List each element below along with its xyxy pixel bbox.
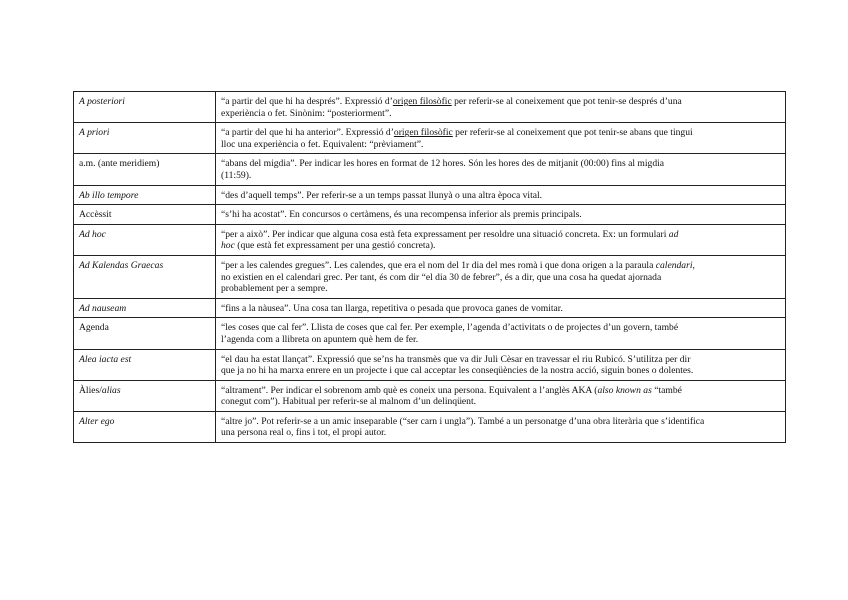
definition-line: “el dau ha estat llançat”. Expressió que se’ns ha transmès que va dir Juli Cèsar en travessar el riu Rubicó. S’utilitza per dir [221,353,691,365]
definition-cell [216,318,786,349]
table-row [74,318,786,349]
definition-line: una persona real o, fins i tot, el propi autor. [221,427,387,439]
definition-line: “a partir del que hi ha anterior”. Expressió d’origen filosòfic per referir-se al coneixement que pot tenir-se abans que tingui [221,127,693,139]
term-text: A posteriori [79,96,125,107]
term-cell [74,92,216,123]
definition-cell [216,92,786,123]
term-text: Ad hoc [79,228,106,240]
italic-phrase: calendari [655,259,693,271]
definition-line: “des d’aquell temps”. Per referir-se a un temps passat llunyà o una altra època vital. [221,189,543,201]
definition-cell [216,123,786,154]
definition-line: “per a les calendes gregues”. Les calendes, que era el nom del 1r dia del mes romà i que dona origen a la paraula calendari, [221,259,695,271]
definition-line: experiència o fet. Sinònim: “posteriorment”. [221,107,392,119]
definition-cell [216,255,786,298]
table-row [74,154,786,185]
definition-line: “abans del migdia”. Per indicar les hores en format de 12 hores. Són les hores des de mitjanit (00:00) fins al migdia [221,158,665,170]
definition-line: “per a això”. Per indicar que alguna cosa està feta expressament per resoldre una situació concreta. Ex: un formulari ad [221,228,679,240]
term-text: Ab illo tempore [79,189,139,201]
definition-line: lloc una experiència o fet. Equivalent: “prèviament”. [221,138,424,150]
definition-line: hoc (que està fet expressament per una gestió concreta). [221,240,436,252]
term-cell [74,123,216,154]
definition-line: que ja no hi ha marxa enrere en un projecte i que cal acceptar les conseqüències de la nostra acció, siguin bones o dolentes. [221,365,694,377]
definition-line: (11:59). [221,169,252,181]
definition-cell [216,224,786,255]
glossary-body [74,92,786,443]
definition-line: “a partir del que hi ha després”. Expressió d’origen filosòfic per referir-se al coneixement que pot tenir-se després d’una [221,96,682,107]
table-row [74,205,786,225]
term-cell [74,298,216,318]
definition-cell [216,380,786,411]
table-row [74,349,786,380]
table-row [74,380,786,411]
definition-cell [216,298,786,318]
italic-phrase: hoc [221,240,235,252]
table-row [74,92,786,123]
definition-line: l’agenda com a llibreta on apuntem què hem de fer. [221,333,419,345]
underlined-phrase: origen filosòfic [392,96,452,107]
term-cell [74,154,216,185]
term-cell [74,224,216,255]
definition-cell [216,205,786,225]
table-row [74,123,786,154]
term-text: Accèssit [79,209,112,221]
table-row [74,224,786,255]
term-text: Ad nauseam [79,302,127,314]
definition-cell [216,154,786,185]
term-cell [74,255,216,298]
term-cell: Àlies/alias [74,380,216,411]
definition-line: conegut com”). Habitual per referir-se al malnom d’un delinqüent. [221,396,477,408]
table-row [74,185,786,205]
term-text: Alter ego [79,415,115,427]
definition-line: no existien en el calendari grec. Per tant, és com dir “el dia 30 de febrer”, és a dir, que una cosa ha quedat ajornada [221,271,662,283]
table-row [74,298,786,318]
definition-cell [216,411,786,442]
term-cell [74,185,216,205]
italic-phrase: ad [668,228,679,240]
term-text: Alea iacta est [79,353,132,365]
term-text: a.m. (ante meridiem) [79,158,160,170]
term-cell [74,318,216,349]
term-text: A priori [79,127,110,139]
definition-line: “altrament”. Per indicar el sobrenom amb què es coneix una persona. Equivalent a l’anglès AKA (also known as “també [221,384,682,396]
definition-line: “altre jo”. Pot referir-se a un amic inseparable (“ser carn i ungla”). També a un personatge d’una obra literària que s’identifica [221,415,705,427]
italic-phrase: also known as [597,384,652,396]
definition-cell [216,349,786,380]
definition-line: “les coses que cal fer”. Llista de coses que cal fer. Per exemple, l’agenda d’activitats o de projectes d’un govern, també [221,322,679,334]
term-cell [74,205,216,225]
term-text: Ad Kalendas Graecas [79,259,164,271]
definition-line: probablement per a sempre. [221,283,328,295]
underlined-phrase: origen filosòfic [393,127,453,139]
table-row [74,411,786,442]
term-cell [74,349,216,380]
definition-cell [216,185,786,205]
term-cell [74,411,216,442]
definition-line: “fins a la nàusea”. Una cosa tan llarga, repetitiva o pesada que provoca ganes de vomitar. [221,302,563,314]
term-text: Agenda [79,322,109,334]
glossary-table [73,91,786,443]
table-row [74,255,786,298]
definition-line: “s’hi ha acostat”. En concursos o certàmens, és una recompensa inferior als premis principals. [221,209,582,221]
